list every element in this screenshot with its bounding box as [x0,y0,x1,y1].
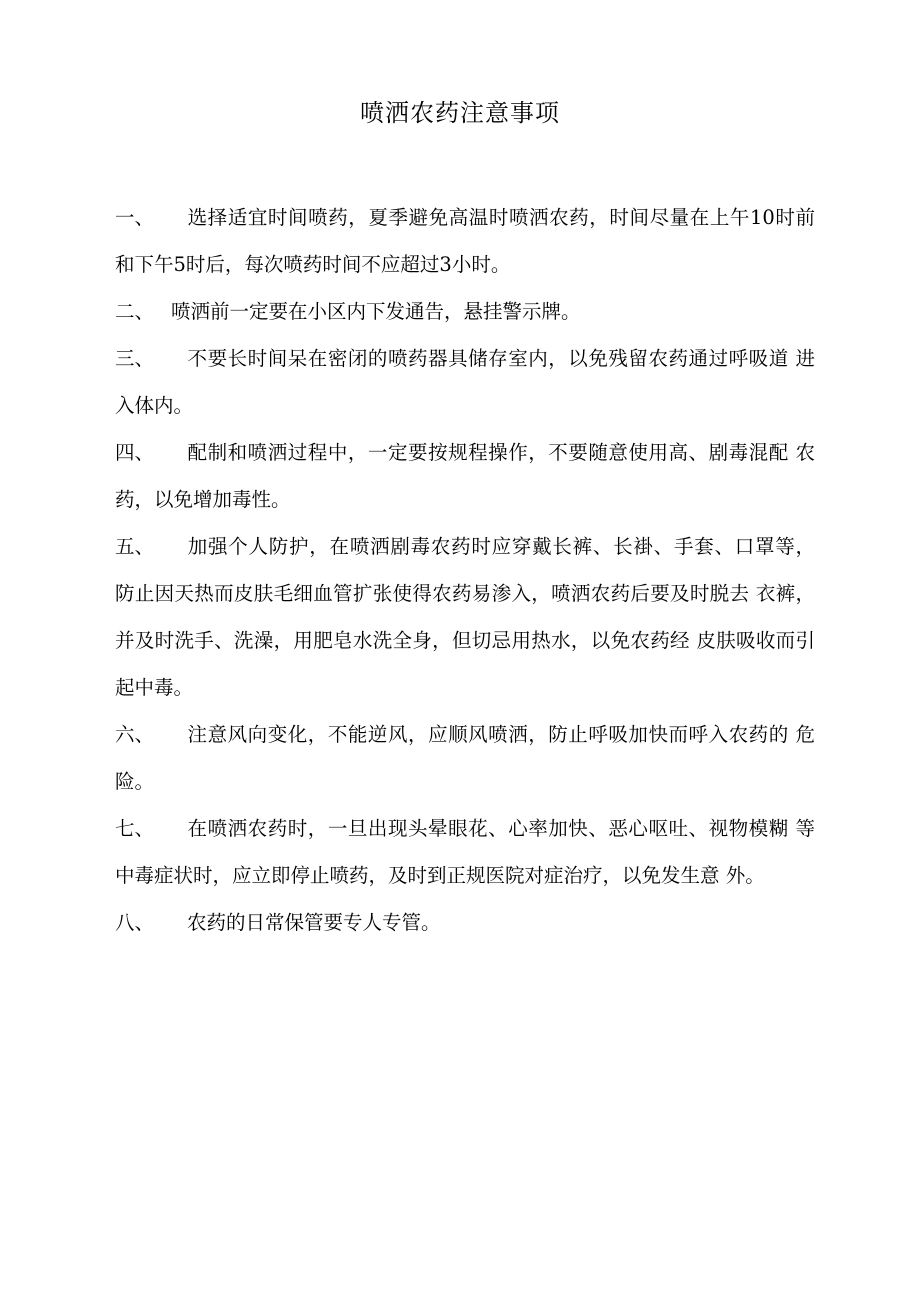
list-item-5 [115,523,815,711]
document-body [115,194,815,946]
item-number: 八、 [115,911,155,934]
list-item-3 [115,335,815,429]
item-text: 配制和喷洒过程中，一定要按规程操作，不要随意使用高、剧毒混配 农药，以免增加毒性。 [115,441,815,511]
item-text: 选择适宜时间喷药，夏季避免高温时喷洒农药，时间尽量在上午10时前和下午5时后，每次喷药时间不应超过3小时。 [115,206,815,276]
document-title: 喷洒农药注意事项 [360,99,560,127]
list-item-6 [115,711,815,805]
item-text: 加强个人防护，在喷洒剧毒农药时应穿戴长裤、长褂、手套、口罩等， 防止因天热而皮肤毛细血管扩张使得农药易渗入，喷洒农药后要及时脱去 衣裤，并及时洗手、洗澡，用肥皂水洗全身，但切忌用热水，以免农药经 皮肤吸收而引起中毒。 [115,535,815,699]
item-number: 七、 [115,817,155,840]
item-text: 注意风向变化，不能逆风，应顺风喷洒，防止呼吸加快而呼入农药的 危险。 [115,723,815,793]
list-item-8 [115,899,815,946]
list-item-1 [115,194,815,288]
item-number: 三、 [115,347,155,370]
list-item-2 [115,288,815,335]
item-text: 喷洒前一定要在小区内下发通告，悬挂警示牌。 [171,300,581,323]
item-number: 四、 [115,441,155,464]
list-item-4 [115,429,815,523]
item-text: 不要长时间呆在密闭的喷药器具储存室内，以免残留农药通过呼吸道 进入体内。 [115,347,815,417]
item-text: 在喷洒农药时，一旦出现头晕眼花、心率加快、恶心呕吐、视物模糊 等中毒症状时，应立即停止喷药，及时到正规医院对症治疗，以免发生意 外。 [115,817,815,887]
list-item-7 [115,805,815,899]
item-number: 六、 [115,723,155,746]
item-text: 农药的日常保管要专人专管。 [187,911,441,934]
item-number: 五、 [115,535,155,558]
item-number: 一、 [115,206,155,229]
item-number: 二、 [115,300,155,323]
